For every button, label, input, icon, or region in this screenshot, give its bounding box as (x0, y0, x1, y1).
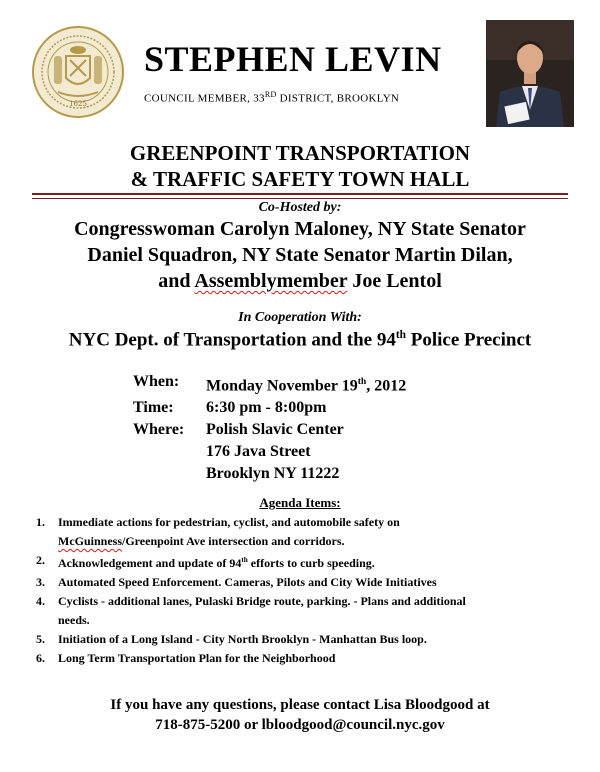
cooperation-label: In Cooperation With: (238, 310, 362, 325)
divider-rule (32, 193, 568, 195)
agenda-title: Agenda Items: (259, 495, 341, 510)
address-city: Brooklyn NY 11222 (206, 465, 340, 483)
cohost-label: Co-Hosted by: (258, 200, 342, 215)
cooperation-partners: NYC Dept. of Transportation and the 94th Police Precinct (68, 329, 532, 351)
council-member-name: STEPHEN LEVIN (144, 39, 442, 79)
agenda-item: 6. Long Term Transportation Plan for the Neighborhood (36, 651, 336, 665)
seal-year: 1625 (69, 100, 87, 108)
agenda-list (36, 513, 566, 668)
when-row: When: Monday November 19th, 2012 (133, 373, 407, 395)
agenda-item: 3. Automated Speed Enforcement. Cameras, Pilots and City Wide Initiatives (36, 575, 437, 589)
time-row: Time: 6:30 pm - 8:00pm (133, 399, 327, 417)
agenda-item: 5. Initiation of a Long Island - City North Brooklyn - Manhattan Bus loop. (36, 632, 427, 646)
council-member-photo (486, 20, 574, 127)
cohost-list: Congresswoman Carolyn Maloney, NY State Senator Daniel Squadron, NY State Senator Martin Dilan, and Assemblymember Joe Lentol (74, 218, 526, 292)
contact-info: If you have any questions, please contact Lisa Bloodgood at 718-875-5200 or lbloodgood@council.nyc.gov (110, 697, 490, 733)
agenda-item: 1. Immediate actions for pedestrian, cyclist, and automobile safety on McGuinness/Greenpoint Ave intersection and corridors. (36, 515, 400, 548)
event-title: GREENPOINT TRANSPORTATION & TRAFFIC SAFETY TOWN HALL (129, 141, 471, 191)
where-row: Where: Polish Slavic Center (133, 421, 344, 439)
council-member-role: COUNCIL MEMBER, 33RD DISTRICT, BROOKLYN (144, 90, 400, 105)
event-details (133, 371, 533, 485)
nyc-city-council-seal (32, 26, 124, 118)
agenda-item: 4. Cyclists - additional lanes, Pulaski Bridge route, parking. - Plans and additional needs. (36, 594, 466, 627)
divider-rule-thin (32, 198, 568, 199)
address-street: 176 Java Street (206, 443, 311, 461)
agenda-item: 2. Acknowledgement and update of 94th efforts to curb speeding. (36, 553, 375, 570)
